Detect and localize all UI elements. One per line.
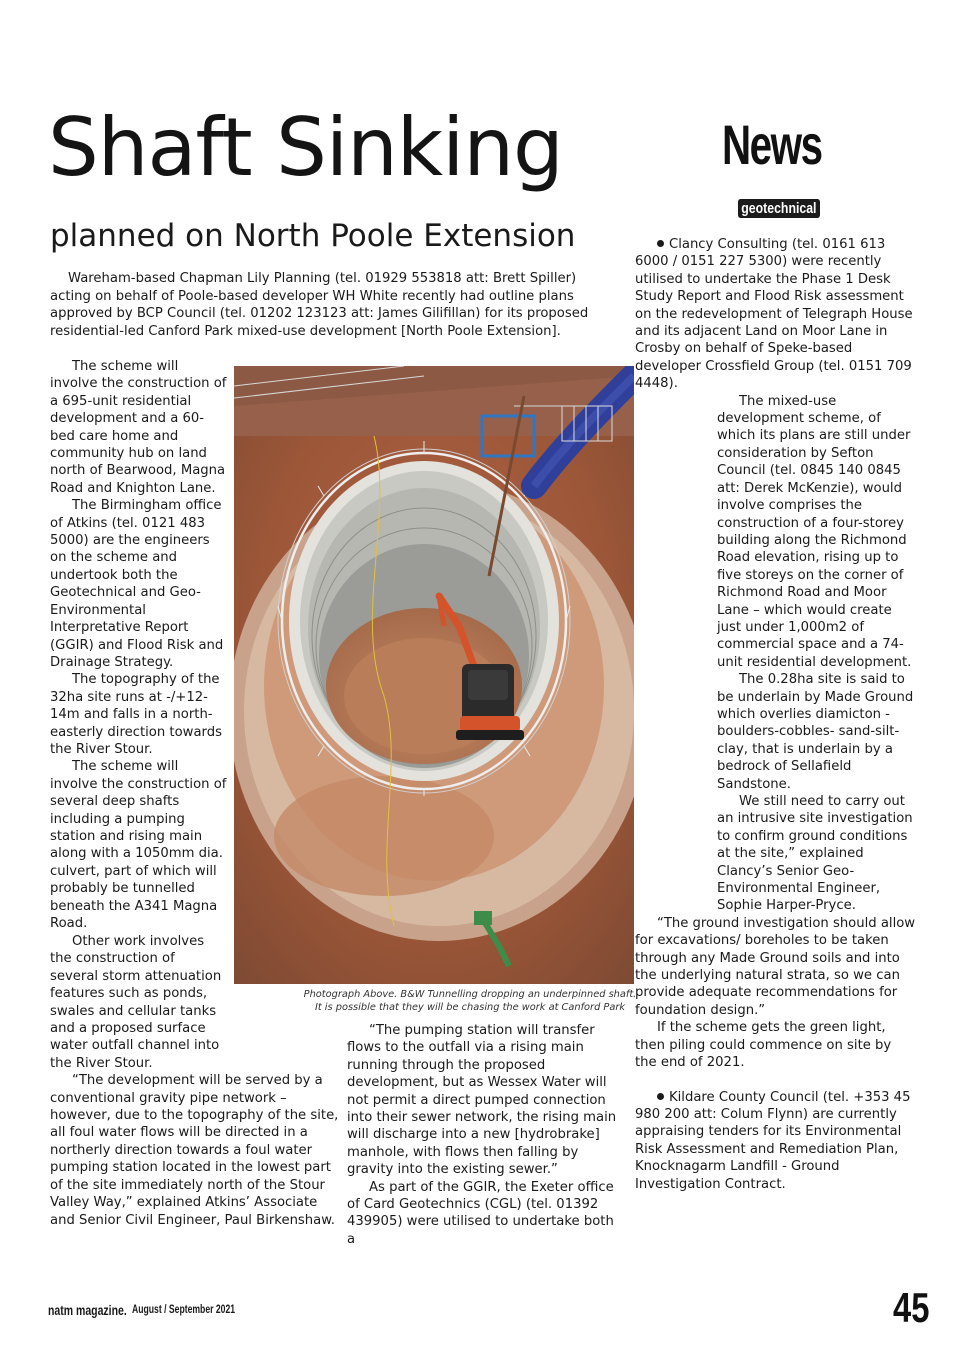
article-subtitle: planned on North Poole Extension	[50, 218, 576, 254]
column-2	[347, 1022, 623, 1248]
news-column	[635, 236, 917, 1193]
news-heading: News	[722, 113, 822, 176]
article-title: Shaft Sinking	[48, 101, 563, 194]
bullet-icon	[657, 1093, 664, 1100]
news-paragraph: The mixed-use development scheme, of which its plans are still under consideration by Sefton Council (tel. 0845 140 0845 att: Derek McKenzie), would involve comprises the construction of a four-storey building along the Richmond Road elevation, rising up to five storeys on the corner of Richmond Road and Moor Lane – which would create just under 1,000m2 of commercial space and a 74-unit residential development.	[717, 393, 912, 670]
col1-paragraph: “The development will be served by a conventional gravity pipe network – however, due to the topography of the site, all foul water flows will be directed in a northerly direction towards a foul water pumping station located in the lowest part of the site immediately north of the Stour Valley Way,” explained Atkins’ Associate and Senior Civil Engineer, Paul Birkenshaw.	[50, 1073, 339, 1228]
news-paragraph: The 0.28ha site is said to be underlain by Made Ground which overlies diamicton - boulders-cobbles- sand-silt-clay, that is underlain by a bedrock of Sellafield Sandstone.	[717, 672, 914, 792]
magazine-name: natm magazine.	[48, 1302, 127, 1318]
col1-paragraph: The Birmingham office of Atkins (tel. 0121 483 5000) are the engineers on the scheme and undertook both the Geotechnical and Geo-Environmental Interpretative Report (GGIR) and Flood Risk and Drainage Strategy.	[50, 498, 224, 670]
news-paragraph: If the scheme gets the green light, then piling could commence on site by the end of 2021.	[635, 1020, 892, 1071]
col2-paragraph: “The pumping station will transfer flows to the outfall via a rising main running through the proposed development, but as Wessex Water will not permit a direct pumped connection into their sewer network, the rising main will discharge into a new [hydrobrake] manhole, with flows then falling by gravity into the existing sewer.”	[347, 1023, 617, 1178]
news-item-kildare	[635, 1089, 917, 1193]
issue-date: August / September 2021	[132, 1304, 236, 1316]
photo-caption	[300, 988, 640, 1014]
col1-paragraph: The scheme will involve the construction of several deep shafts including a pumping station and rising main along with a 1050mm dia. culvert, part of which will probably be tunnelled beneath the A341 Magna Road.	[50, 759, 227, 931]
news-paragraph: We still need to carry out an intrusive site investigation to confirm ground conditions at the site,” explained Clancy’s Senior Geo-Environmental Engineer, Sophie Harper-Pryce.	[717, 794, 913, 914]
col1-paragraph: The scheme will involve the construction of a 695-unit residential development and a 60-bed care home and community hub on land north of Bearwood, Magna Road and Knighton Lane.	[50, 359, 227, 496]
col1-paragraph: The topography of the 32ha site runs at -/+12-14m and falls in a north-easterly direction towards the River Stour.	[50, 672, 222, 757]
column-1	[50, 358, 228, 932]
photo-caption-line-2: It is possible that they will be chasing the work at Canford Park	[314, 1002, 626, 1013]
page-number: 45	[893, 1284, 930, 1331]
photo-caption-line-1: Photograph Above. B&W Tunnelling dropping an underpinned shaft.	[303, 989, 637, 1000]
article-intro: Wareham-based Chapman Lily Planning (tel. 01929 553818 att: Brett Spiller) acting on behalf of Poole-based developer WH White recently had outline plans approved by BCP Council (tel. 01202 123123 att: James Gilifillan) for its proposed residential-led Canford Park mixed-use development [North Poole Extension].	[50, 271, 589, 339]
shaft-photo	[234, 366, 634, 984]
bullet-icon	[657, 240, 664, 247]
news-paragraph: “The ground investigation should allow for excavations/ boreholes to be taken through any Made Ground soils and into the underlying natural strata, so we can provide adequate recommendations for foundation design.”	[635, 915, 916, 1018]
col2-paragraph: As part of the GGIR, the Exeter office of Card Geotechnics (CGL) (tel. 01392 439905) were utilised to undertake both a	[347, 1179, 614, 1247]
col1-paragraph: Other work involves the construction of several storm attenuation features such as ponds, swales and cellular tanks and a proposed surface water outfall channel into the River Stour.	[50, 934, 222, 1071]
news-paragraph: Clancy Consulting (tel. 0161 613 6000 / 0151 227 5300) were recently utilised to undertake the Phase 1 Desk Study Report and Flood Risk assessment on the redevelopment of Telegraph House and its adjacent Land on Moor Lane in Crosby on behalf of Speke-based developer Crossfield Group (tel. 0151 709 4448).	[635, 237, 913, 392]
section-badge: geotechnical	[738, 199, 820, 218]
news-item-clancy	[635, 236, 917, 393]
news-paragraph: Kildare County Council (tel. +353 45 980 200 att: Colum Flynn) are currently appraising tenders for its Environmental Risk Assessment and Remediation Plan, Knocknagarm Landfill - Ground Investigation Contract.	[635, 1089, 911, 1192]
